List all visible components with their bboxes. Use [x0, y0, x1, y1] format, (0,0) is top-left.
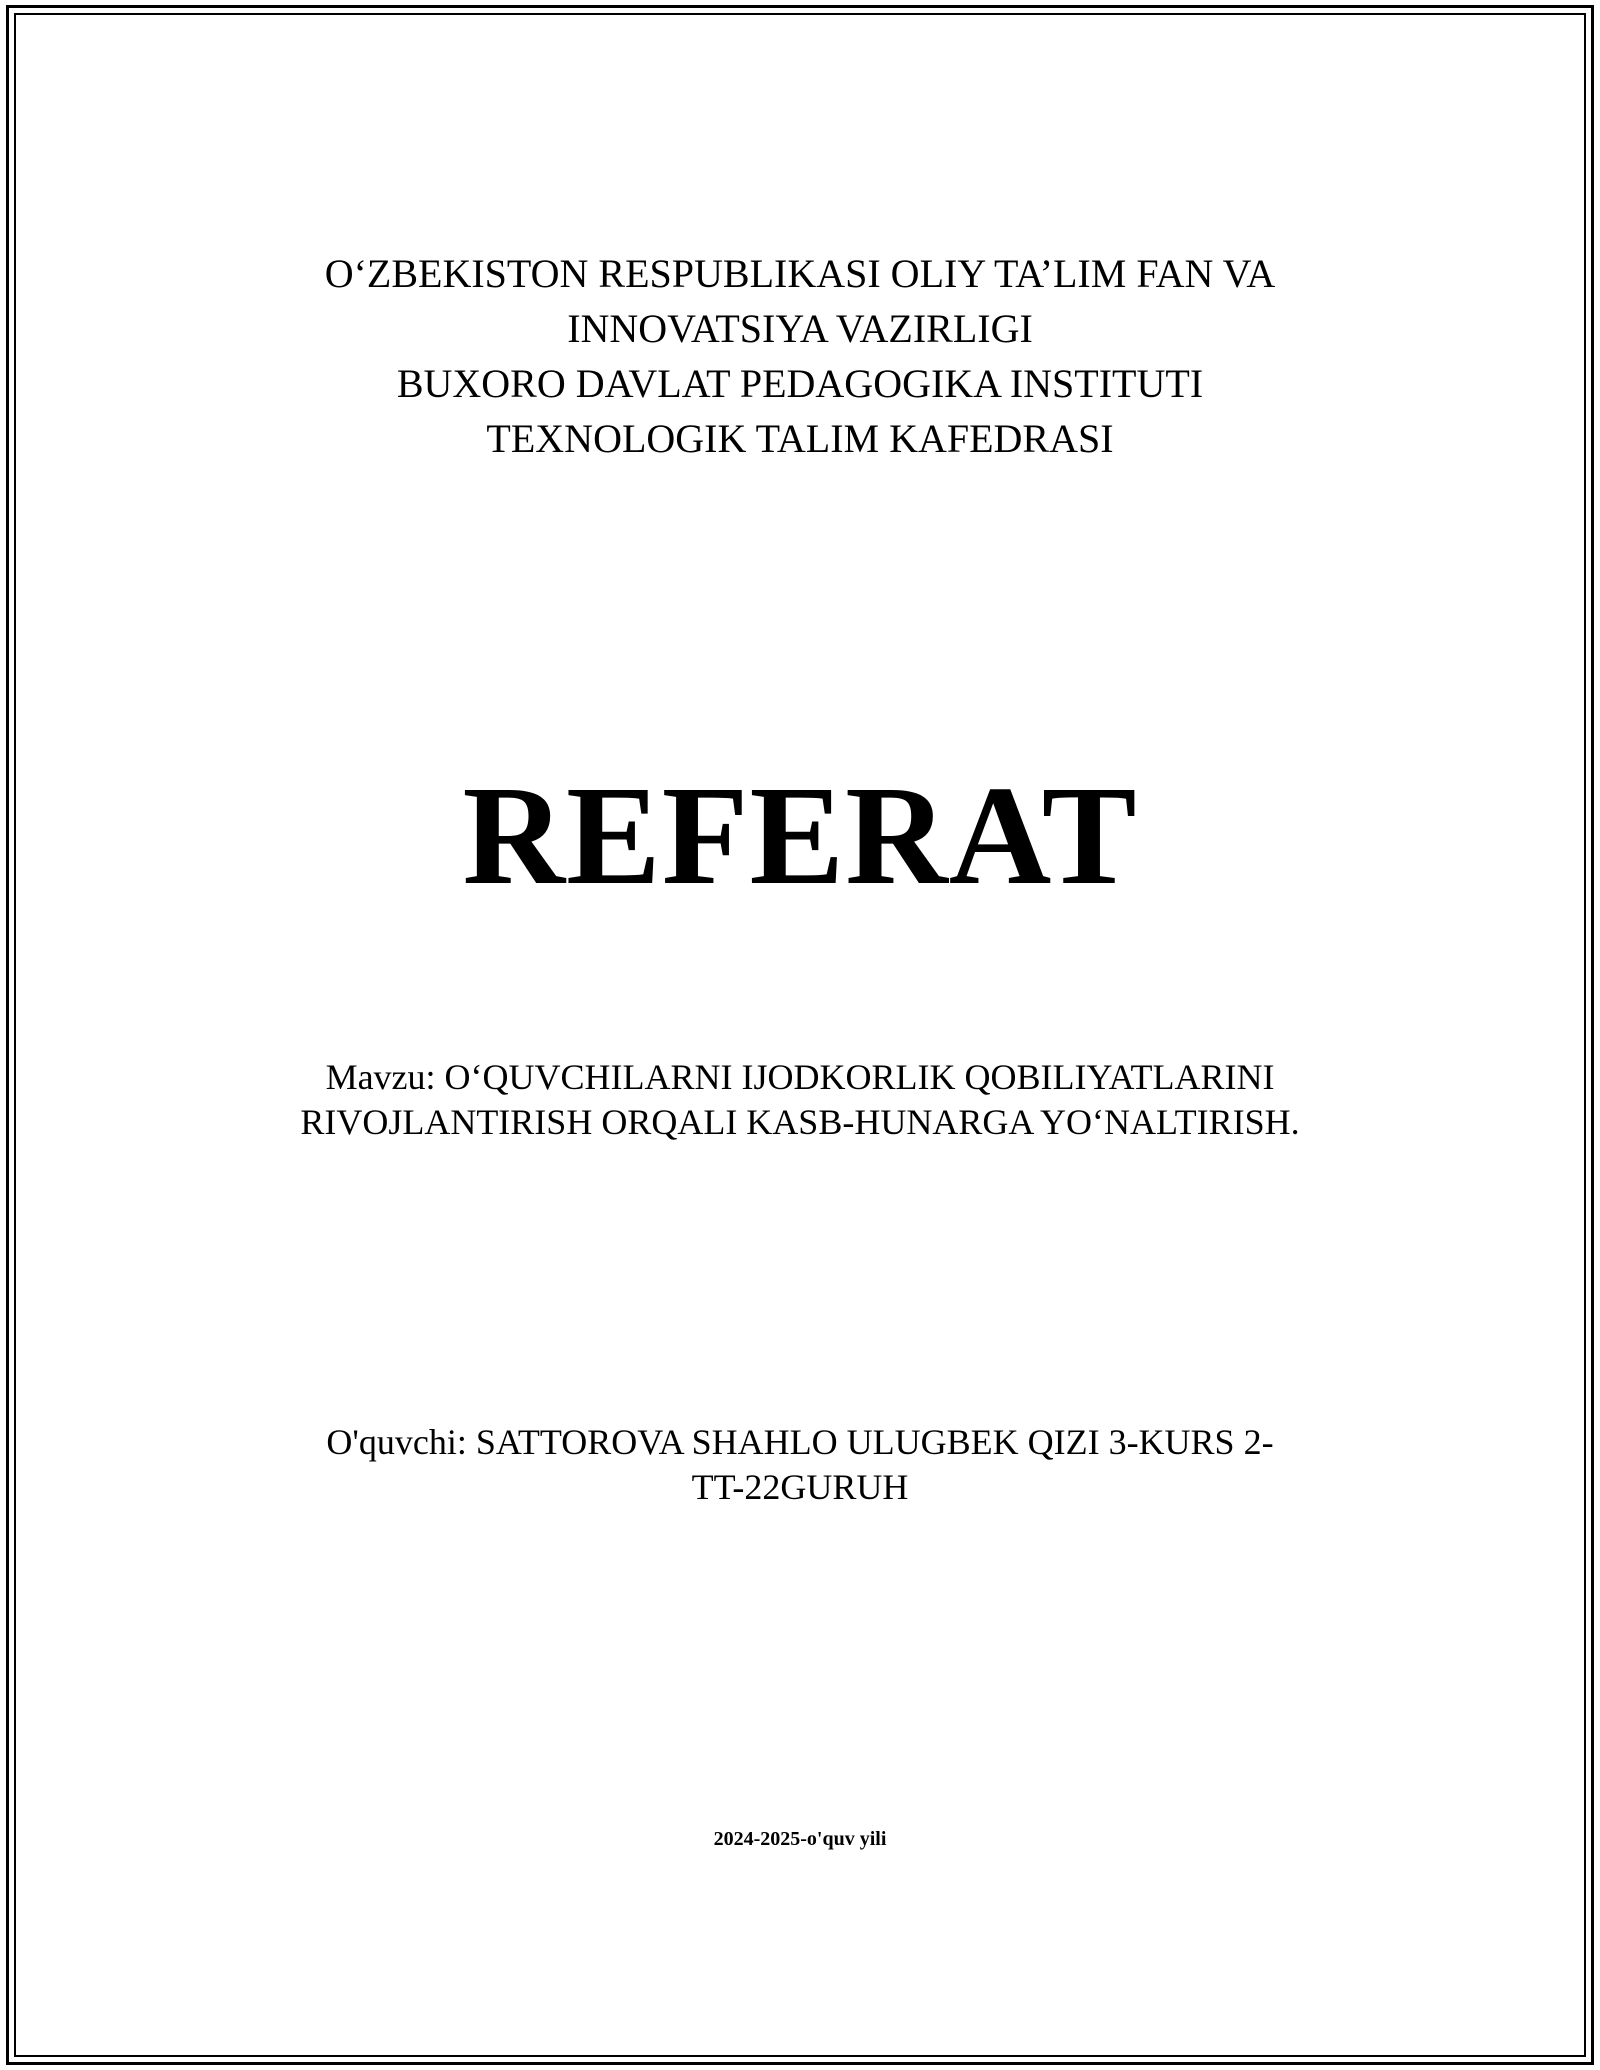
- academic-year: 2024-2025-o'quv yili: [713, 1828, 887, 1850]
- header-line-department: TEXNOLOGIK TALIM KAFEDRASI: [486, 416, 1114, 461]
- student-line-2: TT-22GURUH: [691, 1467, 909, 1507]
- topic-block: [0, 1055, 1600, 1145]
- student-line-1: O'quvchi: SATTOROVA SHAHLO ULUGBEK QIZI 3-KURS 2-: [326, 1422, 1274, 1462]
- topic-line-2: RIVOJLANTIRISH ORQALI KASB-HUNARGA YO‘NALTIRISH.: [300, 1102, 1300, 1142]
- header-line-institute: BUXORO DAVLAT PEDAGOGIKA INSTITUTI: [396, 361, 1204, 406]
- document-title: REFERAT: [462, 756, 1138, 914]
- header-line-ministry-2: INNOVATSIYA VAZIRLIGI: [567, 306, 1033, 351]
- header-line-ministry-1: O‘ZBEKISTON RESPUBLIKASI OLIY TA’LIM FAN VA: [324, 251, 1276, 296]
- topic-line-1: Mavzu: O‘QUVCHILARNI IJODKORLIK QOBILIYATLARINI: [325, 1057, 1275, 1097]
- student-block: [0, 1420, 1600, 1510]
- institution-header: [0, 246, 1600, 466]
